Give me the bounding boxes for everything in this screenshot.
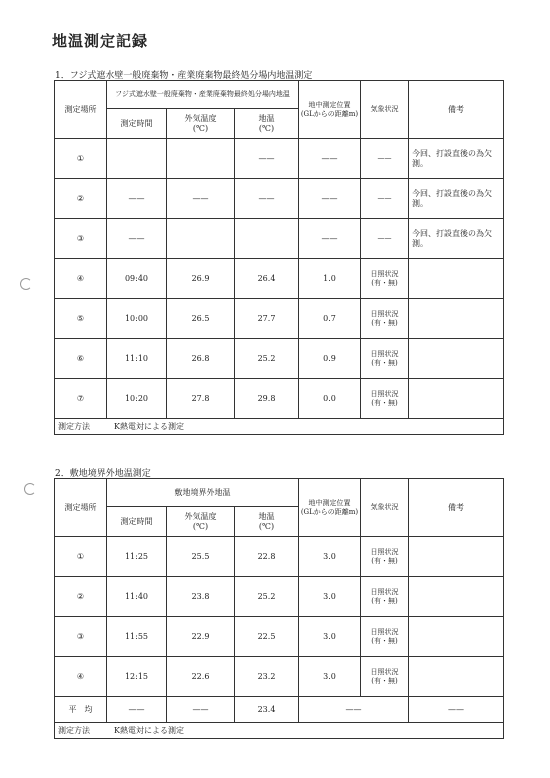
header-air: 外気温度 (℃) (167, 507, 235, 537)
section2-table (54, 478, 504, 739)
cell-air (167, 139, 235, 179)
header-remarks: 備考 (409, 81, 504, 139)
cell-weather: 日照状況 (有・無) (361, 577, 409, 617)
average-ground: 23.4 (235, 697, 299, 723)
cell-ground: 22.8 (235, 537, 299, 577)
cell-loc: ⑤ (55, 299, 107, 339)
cell-ground: —— (235, 139, 299, 179)
cell-time: —— (107, 179, 167, 219)
cell-air: 27.8 (167, 379, 235, 419)
header-depth: 地中測定位置 (GLからの距離m) (299, 81, 361, 139)
cell-loc: ① (55, 139, 107, 179)
cell-ground: 22.5 (235, 617, 299, 657)
cell-ground: 27.7 (235, 299, 299, 339)
cell-weather: 日照状況 (有・無) (361, 259, 409, 299)
cell-depth: 1.0 (299, 259, 361, 299)
cell-loc: ⑦ (55, 379, 107, 419)
cell-air: 25.5 (167, 537, 235, 577)
cell-note: 今回、打設直後の為欠測。 (409, 179, 504, 219)
cell-note (409, 617, 504, 657)
table-row (55, 219, 504, 259)
cell-weather: 日照状況 (有・無) (361, 299, 409, 339)
header-depth: 地中測定位置 (GLからの距離m) (299, 479, 361, 537)
header-ground: 地温 (℃) (235, 507, 299, 537)
cell-depth: 0.7 (299, 299, 361, 339)
cell-air: 22.9 (167, 617, 235, 657)
table-row (55, 537, 504, 577)
cell-note (409, 379, 504, 419)
table-row (55, 259, 504, 299)
average-air: —— (167, 697, 235, 723)
cell-time: 10:00 (107, 299, 167, 339)
cell-ground: 29.8 (235, 379, 299, 419)
header-time: 測定時間 (107, 507, 167, 537)
header-weather: 気象状況 (361, 479, 409, 537)
page-title: 地温測定記録 (52, 32, 149, 50)
header-location: 測定場所 (55, 479, 107, 537)
cell-depth: 3.0 (299, 657, 361, 697)
section2-heading: 2．敷地境界外地温測定 (55, 469, 151, 479)
method-value: K熱電対による測定 (114, 421, 184, 431)
cell-depth: 3.0 (299, 617, 361, 657)
cell-loc: ② (55, 577, 107, 617)
cell-loc: ③ (55, 617, 107, 657)
section1-table (54, 80, 504, 435)
cell-note (409, 577, 504, 617)
average-note: —— (409, 697, 504, 723)
cell-weather: 日照状況 (有・無) (361, 339, 409, 379)
header-location: 測定場所 (55, 81, 107, 139)
cell-note: 今回、打設直後の為欠測。 (409, 139, 504, 179)
cell-note (409, 299, 504, 339)
average-weather: —— (299, 697, 409, 723)
method-label: 測定方法 (58, 421, 90, 431)
header-ground: 地温 (℃) (235, 109, 299, 139)
method-label: 測定方法 (58, 725, 90, 735)
cell-weather: —— (361, 179, 409, 219)
cell-time: 11:25 (107, 537, 167, 577)
cell-ground: 26.4 (235, 259, 299, 299)
cell-air: —— (167, 179, 235, 219)
section1-method (55, 419, 504, 435)
cell-depth: —— (299, 179, 361, 219)
header-air: 外気温度 (℃) (167, 109, 235, 139)
cell-air: 26.8 (167, 339, 235, 379)
cell-air (167, 219, 235, 259)
header-group: 敷地境界外地温 (107, 479, 299, 507)
table-row (55, 139, 504, 179)
cell-ground: —— (235, 179, 299, 219)
average-label: 平 均 (55, 697, 107, 723)
cell-air: 26.5 (167, 299, 235, 339)
cell-time: 11:55 (107, 617, 167, 657)
cell-loc: ④ (55, 259, 107, 299)
cell-depth: —— (299, 219, 361, 259)
cell-air: 23.8 (167, 577, 235, 617)
cell-ground: 25.2 (235, 339, 299, 379)
table-row (55, 577, 504, 617)
cell-time: —— (107, 219, 167, 259)
cell-note (409, 259, 504, 299)
header-group: フジ式遮水壁一般廃棄物・産業廃棄物最終処分場内地温 (107, 81, 299, 109)
cell-weather: 日照状況 (有・無) (361, 379, 409, 419)
table-row (55, 299, 504, 339)
cell-depth: —— (299, 139, 361, 179)
cell-ground: 23.2 (235, 657, 299, 697)
method-value: K熱電対による測定 (114, 725, 184, 735)
cell-depth: 3.0 (299, 577, 361, 617)
cell-note (409, 537, 504, 577)
section1-heading: 1．フジ式遮水壁一般廃棄物・産業廃棄物最終処分場内地温測定 (55, 71, 313, 81)
cell-time: 12:15 (107, 657, 167, 697)
cell-weather: 日照状況 (有・無) (361, 617, 409, 657)
cell-ground: 25.2 (235, 577, 299, 617)
cell-note (409, 339, 504, 379)
cell-note: 今回、打設直後の為欠測。 (409, 219, 504, 259)
cell-time: 11:40 (107, 577, 167, 617)
header-remarks: 備考 (409, 479, 504, 537)
cell-loc: ① (55, 537, 107, 577)
cell-loc: ③ (55, 219, 107, 259)
cell-weather: —— (361, 139, 409, 179)
cell-depth: 0.0 (299, 379, 361, 419)
cell-weather: 日照状況 (有・無) (361, 537, 409, 577)
header-weather: 気象状況 (361, 81, 409, 139)
cell-time: 10:20 (107, 379, 167, 419)
cell-time: 11:10 (107, 339, 167, 379)
section2-method (55, 723, 504, 739)
header-time: 測定時間 (107, 109, 167, 139)
cell-air: 22.6 (167, 657, 235, 697)
cell-weather: 日照状況 (有・無) (361, 657, 409, 697)
punch-hole-mark (24, 483, 36, 495)
cell-loc: ⑥ (55, 339, 107, 379)
average-time: —— (107, 697, 167, 723)
cell-depth: 3.0 (299, 537, 361, 577)
cell-loc: ④ (55, 657, 107, 697)
cell-ground (235, 219, 299, 259)
cell-time: 09:40 (107, 259, 167, 299)
table-row (55, 179, 504, 219)
table-row (55, 657, 504, 697)
cell-note (409, 657, 504, 697)
table-row (55, 339, 504, 379)
table-row (55, 617, 504, 657)
cell-time (107, 139, 167, 179)
cell-weather: —— (361, 219, 409, 259)
cell-air: 26.9 (167, 259, 235, 299)
table-row (55, 379, 504, 419)
cell-depth: 0.9 (299, 339, 361, 379)
cell-loc: ② (55, 179, 107, 219)
punch-hole-mark (20, 278, 32, 290)
